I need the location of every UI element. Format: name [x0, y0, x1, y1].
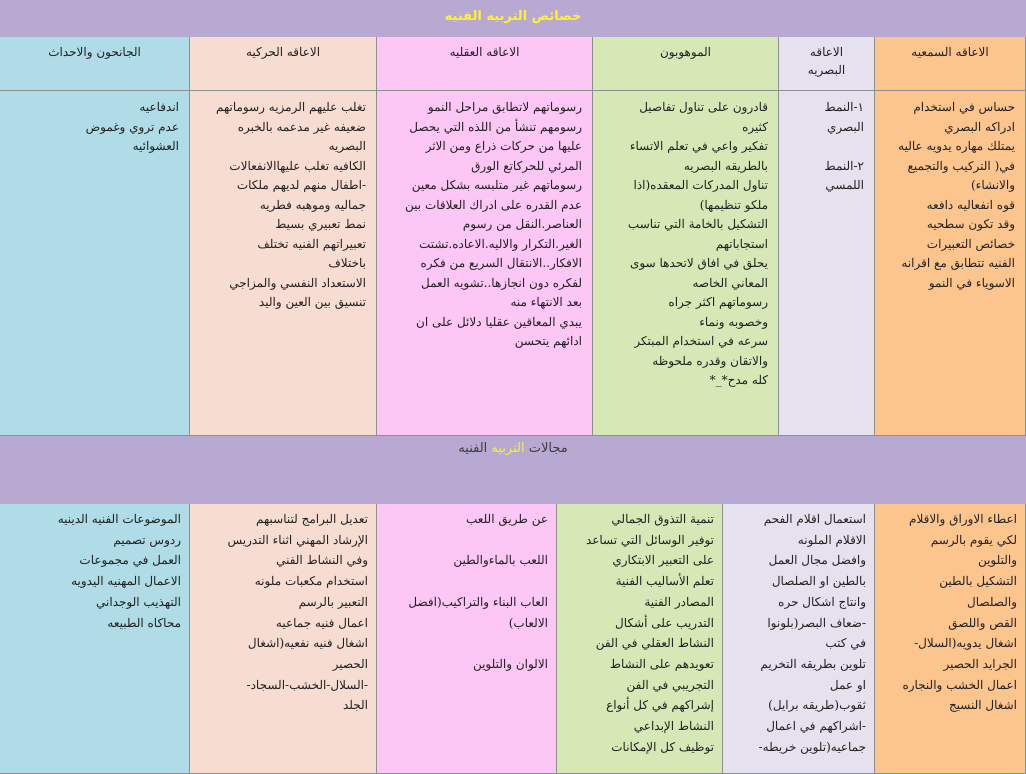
field-line: اشغال النسيج: [948, 698, 1017, 713]
table-title: خصائص التربيه الفنيه: [444, 9, 582, 24]
field-line: التدريب على أشكال: [615, 615, 714, 630]
column-header-label: الاعاقه السمعيه: [911, 45, 989, 59]
field-line: اعمال الخشب والنجاره: [902, 677, 1017, 692]
field-line: وافضل مجال العمل: [768, 553, 866, 568]
trait-line: ادائهم يتحسن: [514, 334, 582, 348]
trait-line: رسوماتهم لاتطابق مراحل النمو: [427, 100, 582, 114]
field-line: العاب البناء والتراكيب(افضل: [408, 594, 548, 609]
section-title: [0, 441, 1026, 456]
trait-line: عدم تروي وغموض: [85, 119, 179, 134]
field-line: في كتب: [825, 636, 866, 651]
cell-motor-fields[interactable]: [190, 504, 377, 774]
cell-gifted-fields[interactable]: [557, 504, 723, 774]
trait-line: المعاني الخاصه: [692, 275, 768, 290]
column-header-label: الجانحون والاحداث: [48, 45, 141, 59]
field-line: ثقوب(طريقه برايل): [768, 698, 866, 713]
field-line: -ضعاف البصر(بلونوا: [767, 615, 866, 630]
trait-line: -اطفال منهم لديهم ملكات: [236, 178, 366, 192]
header-hearing[interactable]: [875, 37, 1026, 91]
field-line: [383, 530, 548, 551]
field-line: اشغال يدويه(السلال-: [914, 636, 1017, 651]
trait-line: بالطريقه البصريه: [683, 158, 768, 173]
cell-visual-traits[interactable]: [779, 91, 875, 436]
title-band: [0, 0, 1026, 37]
field-line: الموضوعات الفنيه الدينيه: [57, 512, 181, 526]
trait-line: ضعيفه غير مدعمه بالخبره: [237, 119, 366, 134]
trait-line: ٢-النمط: [824, 158, 864, 173]
cell-delinquent-fields[interactable]: [0, 504, 190, 774]
header-intellectual[interactable]: [377, 37, 593, 91]
trait-line: الاستعداد النفسي والمزاجي: [229, 275, 366, 290]
trait-line: [787, 137, 864, 157]
trait-line: كله مدح*_*: [709, 373, 768, 387]
trait-line: عدم القدره على ادراك العلاقات بين: [405, 197, 582, 212]
cell-intellectual-traits[interactable]: [377, 91, 593, 436]
trait-line: التشكيل بالخامة التي تناسب: [627, 217, 768, 231]
field-line: القص واللصق: [948, 615, 1017, 630]
field-line: تنمية التذوق الجمالي: [611, 512, 714, 526]
field-line: الاقلام الملونه: [797, 532, 866, 547]
trait-line: قادرون على تناول تفاصيل: [639, 100, 768, 114]
trait-line: المرئي للحركاتع الورق: [471, 158, 582, 173]
trait-line: اللمسي: [825, 178, 864, 192]
cell-hearing-fields[interactable]: [875, 504, 1026, 774]
trait-line: كثيره: [742, 119, 768, 134]
field-line: تعلم الأساليب الفنية: [615, 574, 714, 589]
field-line: او عمل: [829, 677, 866, 692]
trait-line: تغلب عليهم الرمزيه رسوماتهم: [215, 100, 366, 114]
column-header-label: البصريه: [807, 63, 846, 77]
field-line: التجريبي في الفن: [626, 677, 714, 692]
field-line: تعديل البرامج لتناسبهم: [256, 512, 368, 526]
trait-line: يمتلك مهاره يدويه عاليه: [898, 139, 1015, 153]
trait-line: البصريه: [328, 139, 366, 153]
field-line: وانتاج اشكال حره: [778, 594, 866, 609]
field-line: [383, 633, 548, 654]
trait-line: الافكار..الانتقال السريع من فكره: [420, 256, 582, 270]
field-line: اشغال فنيه نفعيه(اشغال: [247, 636, 368, 651]
field-line: العمل في مجموعات: [79, 553, 181, 568]
trait-line: والانشاء): [971, 178, 1015, 192]
trait-line: قوه انفعاليه دافعه: [926, 197, 1015, 212]
cell-delinquent-traits[interactable]: [0, 91, 190, 436]
field-line: التهذيب الوجداني: [96, 594, 181, 609]
cell-intellectual-fields[interactable]: [377, 504, 557, 774]
field-line: توظيف كل الإمكانات: [611, 739, 714, 754]
trait-line: البصري: [826, 119, 864, 134]
trait-line: الاسوياء في النمو: [928, 275, 1015, 290]
field-line: الالعاب): [508, 615, 548, 630]
field-line: الجلد: [342, 698, 368, 713]
trait-line: الغير.التكرار والاليه.الاعاده.تشتت: [418, 236, 582, 251]
field-line: استعمال اقلام الفحم: [763, 512, 866, 526]
field-line: اعمال فنيه جماعيه: [275, 615, 368, 630]
trait-line: عليها من حركات ذراع ومن الاثر: [425, 139, 582, 153]
field-line: الجرايد الحصير: [943, 656, 1017, 671]
trait-line: العشوائيه: [132, 139, 179, 153]
field-line: -السلال-الخشب-السجاد-: [246, 677, 368, 692]
header-delinquent[interactable]: [0, 37, 190, 91]
trait-line: وقد تكون سطحيه: [926, 217, 1015, 231]
trait-line: سرعه في استخدام المبتكر: [634, 334, 768, 348]
trait-line: في( التركيب والتجميع: [907, 158, 1015, 173]
trait-line: رسوماتهم اكثر جراه: [668, 295, 768, 309]
field-line: إشراكهم في كل أنواع: [606, 698, 714, 713]
trait-line: اندفاعيه: [139, 100, 179, 114]
field-line: المصادر الفنية: [644, 594, 714, 609]
trait-line: يبدي المعاقين عقليا دلائل على ان: [416, 314, 582, 329]
field-line: عن طريق اللعب: [466, 512, 548, 526]
field-line: الالوان والتلوين: [472, 656, 548, 671]
field-line: جماعيه(تلوين خريطه-: [758, 739, 866, 754]
section-title-highlight: التربيه: [491, 441, 525, 456]
trait-line: رسوماتهم غير متلبسه بشكل معين: [411, 178, 582, 192]
trait-line: لفكره دون انجازها..تشويه العمل: [421, 275, 582, 290]
trait-line: نمط تعبيري بسيط: [275, 217, 366, 231]
field-line: تلوين بطريقه التخريم: [760, 656, 866, 671]
cell-visual-fields[interactable]: [723, 504, 875, 774]
trait-line: العناصر.النقل من رسوم: [462, 217, 582, 231]
trait-line: جماليه وموهبه فطريه: [259, 197, 366, 212]
field-line: والصلصال: [967, 594, 1017, 609]
field-line: اللعب بالماءوالطين: [453, 553, 548, 568]
column-header-label: الاعاقه الحركيه: [245, 45, 321, 59]
cell-motor-traits[interactable]: [190, 91, 377, 436]
trait-line: ادراكه البصري: [944, 119, 1015, 134]
field-line: لكي يقوم بالرسم: [930, 532, 1017, 547]
column-header-label: الاعاقه: [809, 45, 844, 59]
trait-line: باختلاف: [328, 256, 366, 270]
trait-line: ملكو تنظيمها): [699, 197, 768, 212]
trait-line: حساس في استخدام: [913, 100, 1015, 114]
field-line: وفي النشاط الفني: [276, 553, 368, 568]
trait-line: تنسيق بين العين واليد: [258, 295, 366, 309]
cell-gifted-traits[interactable]: [593, 91, 779, 436]
field-line: [383, 571, 548, 592]
field-line: على التعبير الابتكاري: [612, 553, 714, 568]
header-gifted[interactable]: [593, 37, 779, 91]
header-visual[interactable]: [779, 37, 875, 91]
trait-line: ١-النمط: [824, 100, 864, 114]
field-line: استخدام مكعبات ملونه: [254, 574, 368, 589]
trait-line: خصائص التعبيرات: [926, 236, 1015, 251]
trait-line: وخصوبه ونماء: [699, 314, 768, 329]
field-line: التشكيل بالطين: [939, 574, 1017, 589]
column-header-label: الاعاقه العقليه: [449, 45, 520, 59]
trait-line: بعد الانتهاء منه: [510, 295, 582, 309]
field-line: بالطين او الصلصال: [771, 574, 866, 589]
field-line: الحصير: [332, 656, 368, 671]
trait-line: تفكير واعي في تعلم الاتساء: [629, 139, 768, 153]
field-line: اعطاء الاوراق والاقلام: [909, 512, 1017, 526]
field-line: التعبير بالرسم: [298, 594, 368, 609]
column-header-label: الموهوبون: [659, 45, 711, 59]
trait-line: استجاباتهم: [715, 236, 768, 251]
field-line: النشاط الإبداعي: [633, 719, 714, 734]
trait-line: يحلق في افاق لاتحدها سوى: [630, 256, 768, 270]
trait-line: تعبيراتهم الفنيه تختلف: [257, 236, 366, 251]
section-title-before: مجالات: [524, 441, 568, 456]
field-line: ردوس تصميم: [113, 532, 181, 547]
field-line: والتلوين: [977, 553, 1017, 568]
header-motor[interactable]: [190, 37, 377, 91]
trait-line: الكافيه تغلب عليهاالانفعالات: [229, 158, 366, 173]
cell-hearing-traits[interactable]: [875, 91, 1026, 436]
field-line: توفير الوسائل التي تساعد: [585, 532, 714, 547]
field-line: تعويدهم على النشاط: [609, 656, 714, 671]
field-line: محاكاه الطبيعه: [107, 615, 181, 630]
trait-line: رسومهم تنشأ من اللذه التي يحصل: [409, 119, 582, 134]
field-line: النشاط العقلي في الفن: [595, 636, 714, 651]
trait-line: تناول المدركات المعقده(اذا: [633, 178, 768, 192]
field-line: الإرشاد المهني اثناء التدريس: [227, 532, 368, 547]
trait-line: الفنيه تتطابق مع اقرانه: [901, 256, 1015, 270]
section-title-after: الفنيه: [458, 441, 492, 456]
field-line: -اشراكهم في اعمال: [766, 719, 866, 734]
trait-line: والاتقان وقدره ملحوظه: [652, 353, 768, 368]
field-line: الاعمال المهنيه اليدويه: [71, 574, 181, 589]
section-band: [0, 436, 1026, 504]
